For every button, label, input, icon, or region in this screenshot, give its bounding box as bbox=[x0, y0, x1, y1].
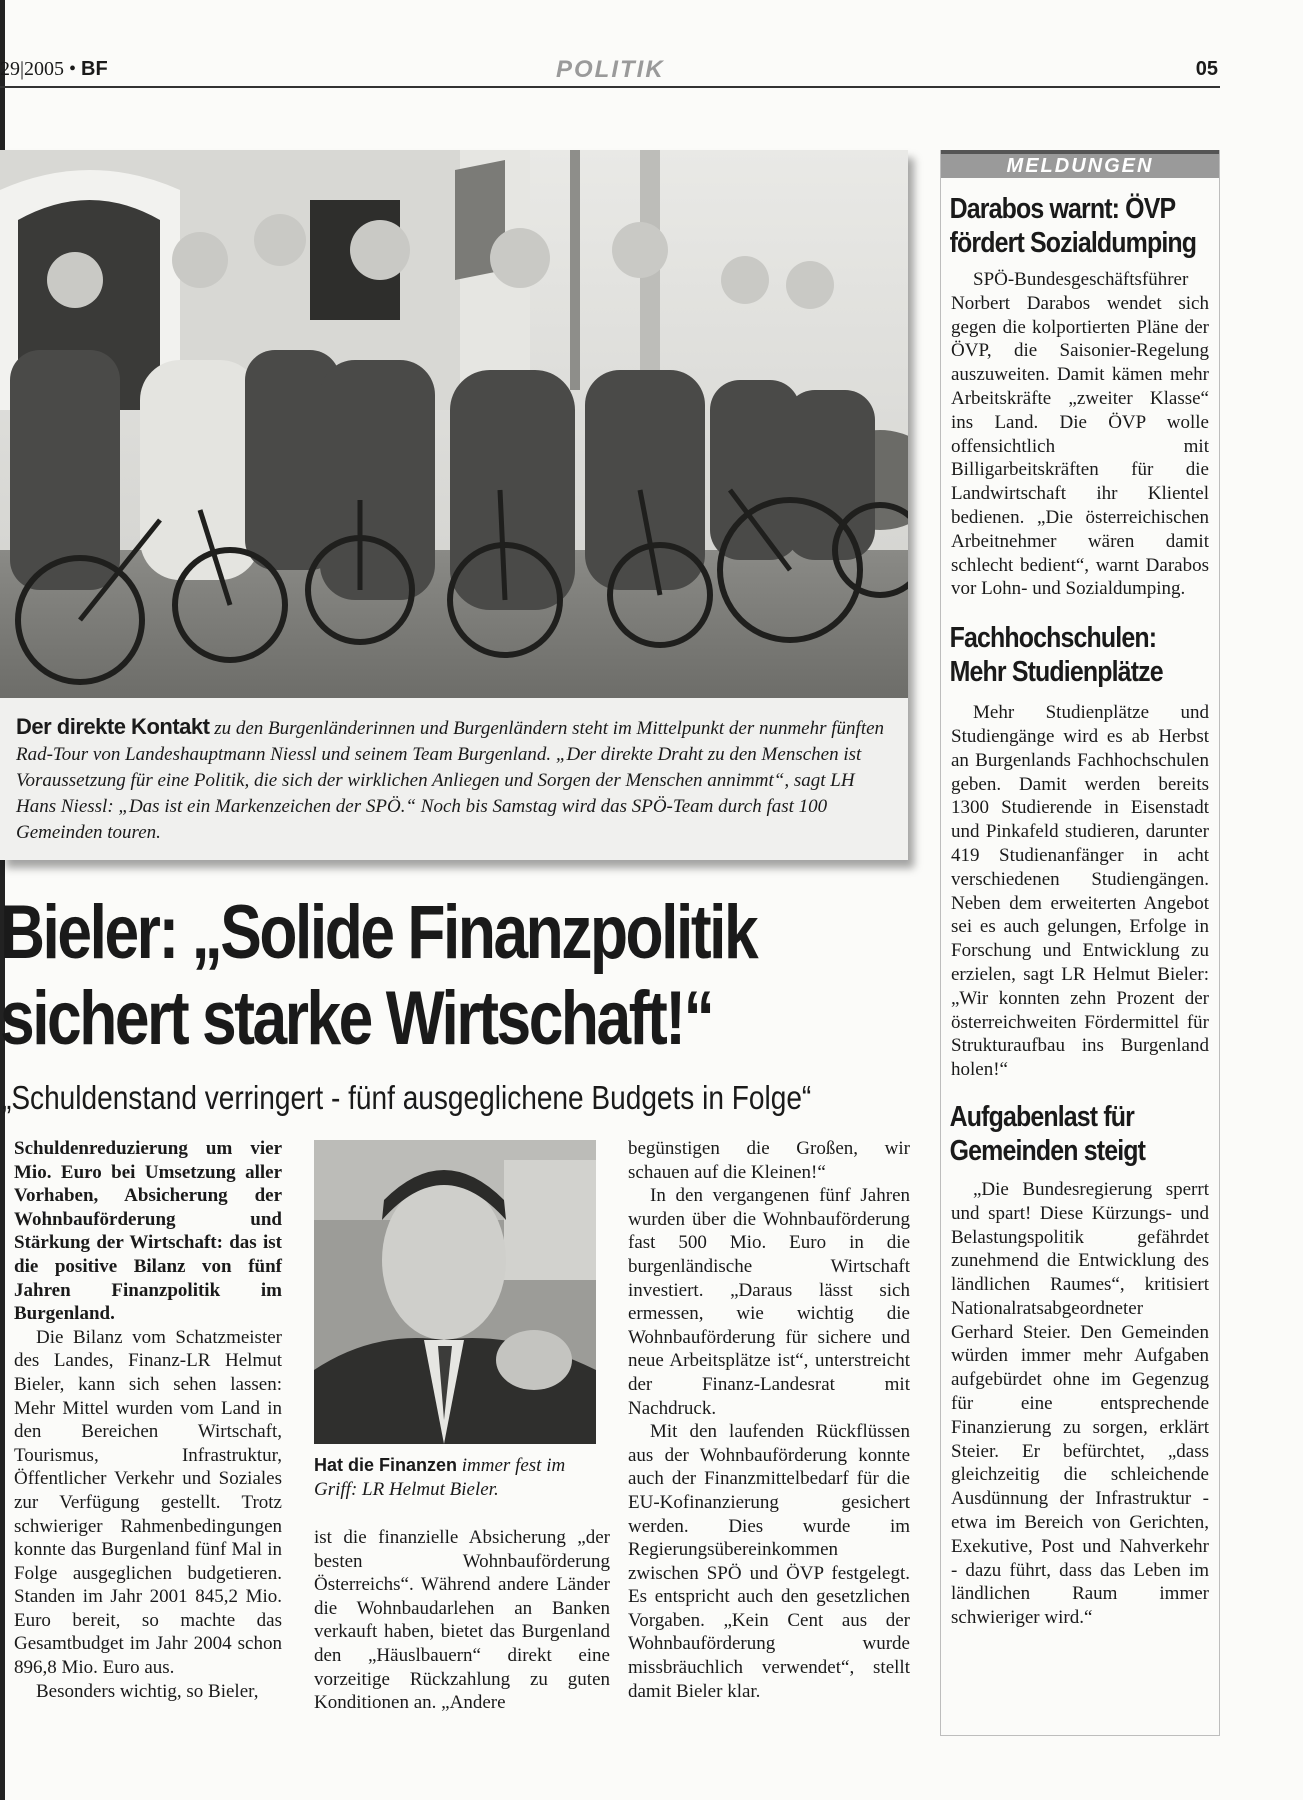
photo-illustration bbox=[0, 150, 908, 698]
news-item-text: Mehr Studienplätze und Studiengänge wird es ab Herbst an Burgenlands Fachhochschulen geben. Damit werden bereits 1300 Studierende in Eisenstadt und Pinkafeld studieren, darunter 419 Studienanfänger in acht verschiedenen Studiengängen. Neben dem erweiterten Angebot sei es auch gelungen, Erfolge in Forschung und Entwicklung zu erzielen, sagt LR Helmut Bieler: „Wir konnten zehn Prozent der österreichweiten Fördermittel für Strukturaufbau ins Burgenland holen!“ bbox=[951, 702, 1209, 1081]
article-column-3 bbox=[628, 1137, 910, 1703]
photo-box bbox=[0, 150, 908, 860]
headline-line-1: Bieler: „Solide Finanzpolitik bbox=[0, 890, 757, 975]
issue-info bbox=[0, 58, 108, 81]
group-cyclists-photo bbox=[0, 150, 908, 698]
photo-caption bbox=[16, 714, 896, 846]
news-item-headline: Darabos warnt: ÖVP fördert Sozialdumping bbox=[949, 193, 1197, 259]
article-paragraph: Mit den laufenden Rückflüssen aus der Wohnbauförderung konnte auch der Finanzmittelbedarf für die EU-Kofinanzierung gesichert werden. Dies wurde im Regierungsübereinkommen zwischen SPÖ und ÖVP festgelegt. Es entspricht auch den gesetzlichen Vorgaben. „Kein Cent aus der Wohnbauförderung wurde missbräuchlich verwendet“, stellt damit Bieler klar. bbox=[628, 1421, 910, 1702]
caption-text: zu den Burgenländerinnen und Burgenländern steht im Mittelpunkt der nunmehr fünften Rad-Tour von Landeshauptmann Niessl und seinem Team Burgenland. „Der direkte Draht zu den Menschen ist Voraussetzung für eine Politik, die sich der wirklichen Anliegen und Sorgen der Menschen annimmt“, sagt LH Hans Niessl: „Das ist ein Markenzeichen der SPÖ.“ Noch bis Samstag wird das SPÖ-Team durch fast 100 Gemeinden touren. bbox=[16, 718, 885, 843]
section-title: POLITIK bbox=[556, 56, 665, 83]
page-header bbox=[0, 54, 1220, 88]
article-column-1 bbox=[14, 1137, 282, 1703]
headline-line-2: sichert starke Wirtschaft!“ bbox=[0, 976, 713, 1061]
article-paragraph: Die Bilanz vom Schatzmeister des Landes, Finanz-LR Helmut Bieler, kann sich sehen lassen: Mehr Mittel wurden vom Land in den Bereichen Wirtschaft, Tourismus, Infrastruktur, Öffentlicher Verkehr und Soziales zur Verfügung gestellt. Trotz schwieriger Rahmenbedingungen konnte das Burgenland fünf Mal in Folge ausgeglichen budgetieren. Standen im Jahr 2001 845,2 Mio. Euro bereit, so machte das Gesamtbudget im Jahr 2004 schon 896,8 Mio. Euro aus. bbox=[14, 1326, 282, 1679]
portrait-illustration bbox=[314, 1140, 596, 1444]
article-headline bbox=[0, 890, 757, 1062]
news-item-headline: Fachhochschulen: Mehr Studienplätze bbox=[949, 622, 1163, 689]
page-number: 05 bbox=[1195, 58, 1218, 80]
portrait-photo bbox=[314, 1140, 596, 1444]
news-item-text: „Die Bundesregierung sperrt und spart! Diese Kürzungs- und Belastungspolitik gefährdet zunehmend die Entwicklung des ländlichen Raumes“, kritisiert Nationalratsabgeordneter Gerhard Steier. Den Gemeinden würden immer mehr Aufgaben aufgebürdet ohne im Gegenzug für eine entsprechende Finanzierung zu sorgen, erklärt Steier. Er befürchtet, „dass gleichzeitig die schleichende Ausdünnung der Infrastruktur - etwa im Bereich von Gerichten, Exekutive, Post und Nahverkehr - dazu führt, dass das Leben im ländlichen Raum immer schwieriger wird.“ bbox=[951, 1178, 1209, 1629]
article-lead: Schuldenreduzierung um vier Mio. Euro bei Umsetzung aller Vorhaben, Absicherung der Wohnbauförderung und Stärkung der Wirtschaft: das ist die positive Bilanz von fünf Jahren Finanzpolitik im Burgenland. bbox=[14, 1138, 282, 1325]
article-paragraph: ist die finanzielle Absicherung „der besten Wohnbauförderung Österreichs“. Während andere Länder die Wohnbaudarlehen an Banken verkauft haben, bietet das Burgenland den „Häuslbauern“ direkt eine vorzeitige Rückzahlung zu guten Konditionen an. „Andere bbox=[314, 1527, 610, 1714]
news-item-text: SPÖ-Bundesgeschäftsführer Norbert Darabos wendet sich gegen die kolportierten Pläne der ÖVP, die Saisonier-Regelung auszuweiten. Damit kämen mehr Arbeitskräfte „zweiter Klasse“ ins Land. Die ÖVP wolle offensichtlich mit Billigarbeitskräften für die Landwirtschaft ihr Klientel bedienen. „Die österreichischen Arbeitnehmer wären damit schlecht bedient“, warnt Darabos vor Lohn- und Sozialdumping. bbox=[951, 269, 1209, 600]
article-paragraph: Besonders wichtig, so Bieler, bbox=[36, 1680, 259, 1702]
article-paragraph: In den vergangenen fünf Jahren wurden über die Wohnbauförderung fast 500 Mio. Euro in die burgenländische Wirtschaft investiert. „Daraus lässt sich ermessen, wie wichtig die Wohnbauförderung für sichere und neue Arbeitsplätze ist“, unterstreicht der Finanz-Landesrat mit Nachdruck. bbox=[628, 1185, 910, 1419]
article-subheadline: „Schuldenstand verringert - fünf ausgeglichene Budgets in Folge“ bbox=[2, 1079, 812, 1116]
article-column-2 bbox=[314, 1526, 610, 1715]
portrait-caption bbox=[314, 1454, 610, 1501]
article-paragraph: begünstigen die Großen, wir schauen auf die Kleinen!“ bbox=[628, 1138, 910, 1183]
brand-logo: BF bbox=[81, 58, 108, 80]
news-sidebar bbox=[940, 150, 1220, 1736]
news-item-headline: Aufgabenlast für Gemeinden steigt bbox=[949, 1100, 1146, 1167]
issue-number: 29|2005 • bbox=[0, 58, 77, 80]
sidebar-banner: MELDUNGEN bbox=[941, 150, 1219, 178]
portrait-caption-lead: Hat die Finanzen bbox=[314, 1455, 458, 1475]
caption-lead: Der direkte Kontakt bbox=[16, 714, 210, 739]
portrait-caption-text: immer fest im Griff: LR Helmut Bieler. bbox=[314, 1455, 566, 1500]
